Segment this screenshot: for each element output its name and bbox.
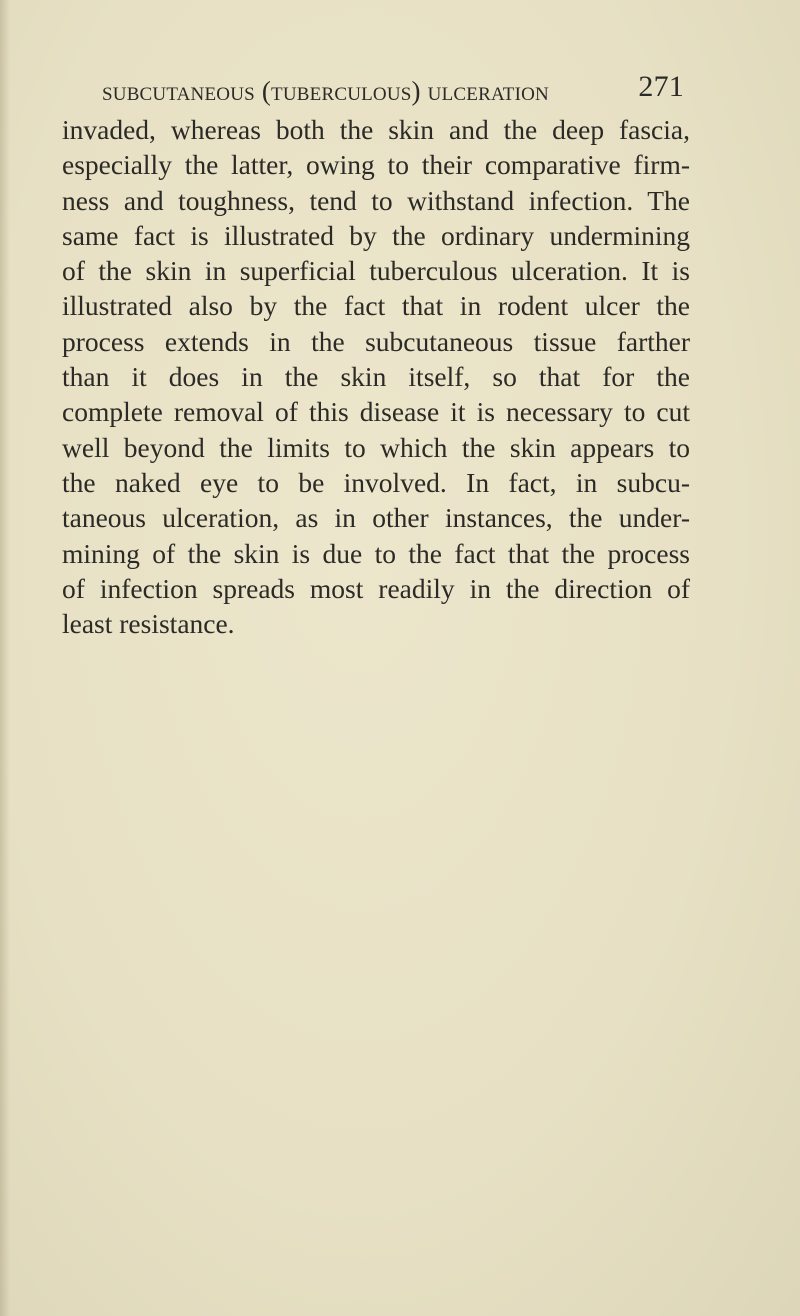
running-head-title: subcutaneous (tuberculous) ulceration [102,76,549,106]
text-line: especially the latter, owing to their comparative firm- [62,149,690,181]
text-line: ness and toughness, tend to withstand infection. The [62,184,690,216]
page-edge-shadow [0,0,10,1316]
text-line: than it does in the skin itself, so that for the [62,361,690,393]
text-line: process extends in the subcutaneous tissue farther [62,325,690,357]
text-line: same fact is illustrated by the ordinary undermining [62,219,690,251]
text-line: the naked eye to be involved. In fact, in subcu- [62,466,690,498]
text-line: least resistance. [62,608,235,640]
text-line: of infection spreads most readily in the direction of [62,572,690,604]
text-line: of the skin in superficial tuberculous ulceration. It is [62,255,690,287]
text-line: invaded, whereas both the skin and the deep fascia, [62,114,690,145]
body-paragraph [62,112,690,641]
text-line: taneous ulceration, as in other instances, the under- [62,502,690,534]
text-line: mining of the skin is due to the fact that the process [62,537,690,569]
text-line: well beyond the limits to which the skin appears to [62,431,690,463]
page-number: 271 [638,70,684,103]
text-line: complete removal of this disease it is necessary to cut [62,396,690,428]
text-line: illustrated also by the fact that in rodent ulcer the [62,290,690,322]
running-head [102,70,692,110]
